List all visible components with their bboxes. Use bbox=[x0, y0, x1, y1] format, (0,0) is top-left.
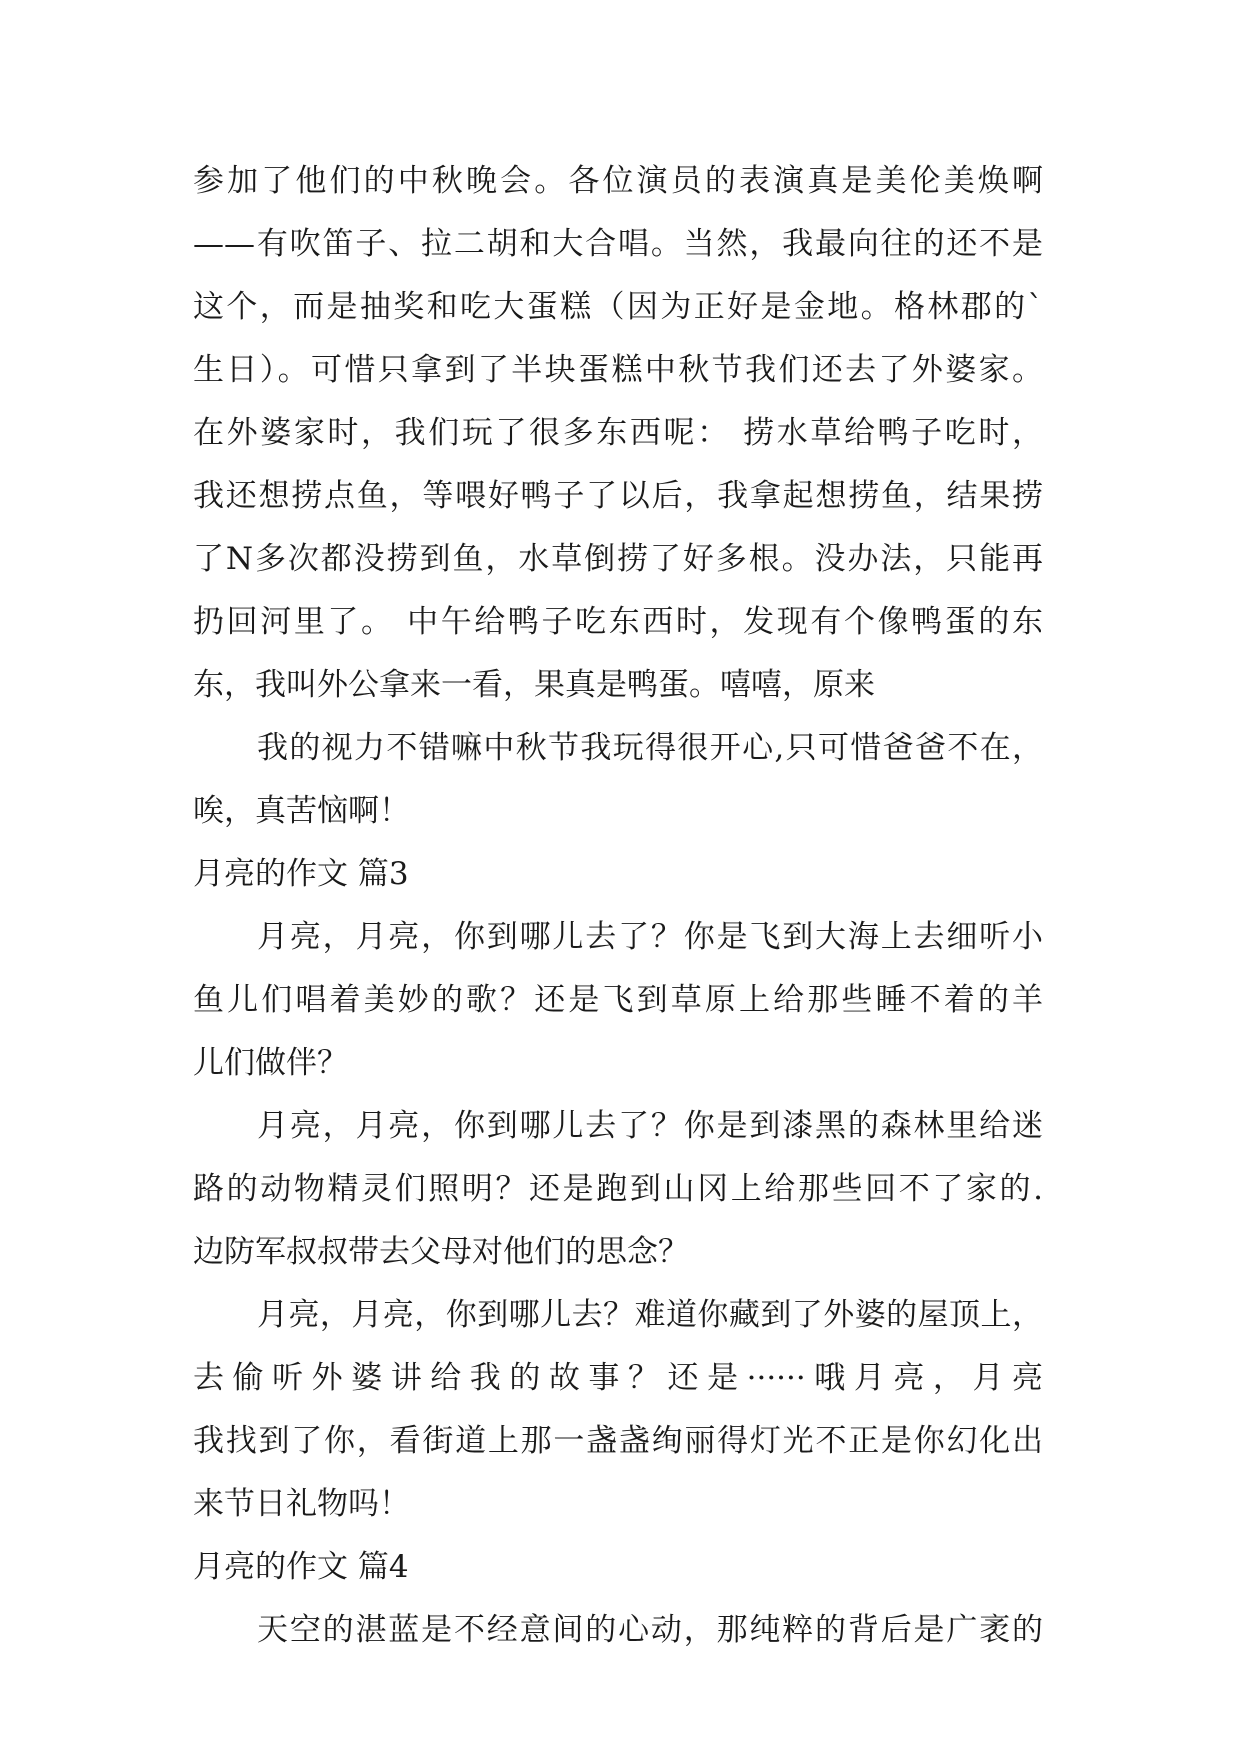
text-line: 路的动物精灵们照明？还是跑到山冈上给那些回不了家的. bbox=[193, 1171, 1043, 1207]
text-line: 了N多次都没捞到鱼，水草倒捞了好多根。没办法，只能再 bbox=[193, 541, 1043, 577]
text-line: 来节日礼物吗！ bbox=[193, 1486, 410, 1522]
text-line: 月亮，月亮，你到哪儿去了？你是到漆黑的森林里给迷 bbox=[257, 1108, 1043, 1144]
text-line: 我的视力不错嘛中秋节我玩得很开心,只可惜爸爸不在， bbox=[257, 730, 1043, 766]
text-line: 去偷听外婆讲给我的故事？还是······哦月亮，月亮 bbox=[193, 1360, 1043, 1396]
text-line: 月亮，月亮，你到哪儿去？难道你藏到了外婆的屋顶上， bbox=[257, 1297, 1043, 1333]
text-line: 儿们做伴？ bbox=[193, 1045, 348, 1081]
text-line: ——有吹笛子、拉二胡和大合唱。当然，我最向往的还不是 bbox=[193, 226, 1043, 262]
section-heading: 月亮的作文 篇3 bbox=[193, 856, 409, 892]
text-line: 边防军叔叔带去父母对他们的思念？ bbox=[193, 1234, 689, 1270]
text-line: 东，我叫外公拿来一看，果真是鸭蛋。嘻嘻，原来 bbox=[193, 667, 875, 703]
text-line: 在外婆家时，我们玩了很多东西呢： 捞水草给鸭子吃时， bbox=[193, 415, 1043, 451]
text-line: 生日）。可惜只拿到了半块蛋糕中秋节我们还去了外婆家。 bbox=[193, 352, 1043, 388]
section-heading: 月亮的作文 篇4 bbox=[193, 1549, 409, 1585]
text-line: 天空的湛蓝是不经意间的心动，那纯粹的背后是广袤的 bbox=[257, 1612, 1043, 1648]
text-line: 鱼儿们唱着美妙的歌？还是飞到草原上给那些睡不着的羊 bbox=[193, 982, 1043, 1018]
text-line: 月亮，月亮，你到哪儿去了？你是飞到大海上去细听小 bbox=[257, 919, 1043, 955]
text-line: 我还想捞点鱼，等喂好鸭子了以后，我拿起想捞鱼，结果捞 bbox=[193, 478, 1043, 514]
text-line: 参加了他们的中秋晚会。各位演员的表演真是美伦美焕啊 bbox=[193, 163, 1043, 199]
text-line: 我找到了你，看街道上那一盏盏绚丽得灯光不正是你幻化出 bbox=[193, 1423, 1043, 1459]
text-line: 扔回河里了。 中午给鸭子吃东西时，发现有个像鸭蛋的东 bbox=[193, 604, 1043, 640]
text-line: 唉，真苦恼啊！ bbox=[193, 793, 410, 829]
text-line: 这个，而是抽奖和吃大蛋糕（因为正好是金地。格林郡的` bbox=[193, 289, 1043, 325]
